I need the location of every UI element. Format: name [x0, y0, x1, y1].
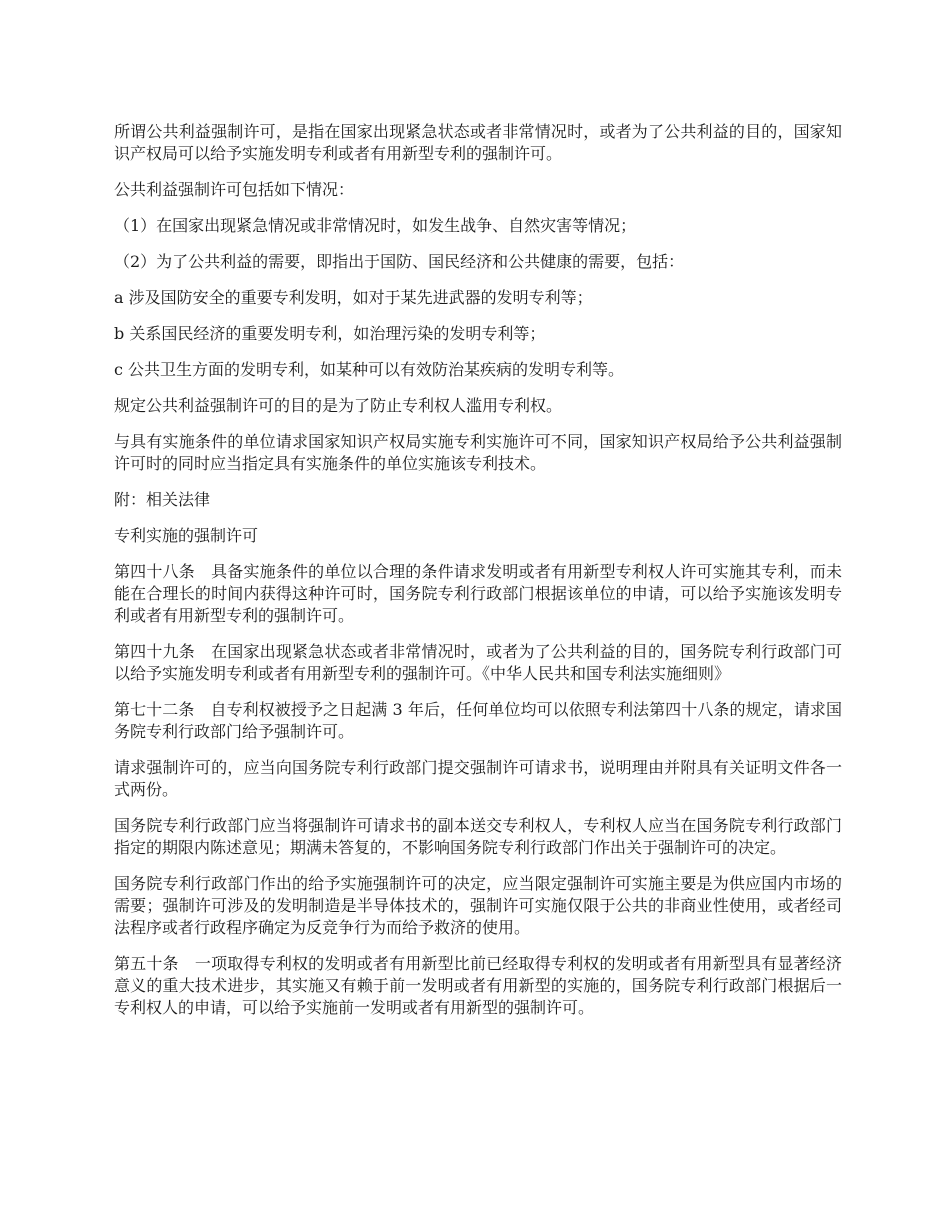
paragraph-article-49: 第四十九条 在国家出现紧急状态或者非常情况时，或者为了公共利益的目的，国务院专利行政部门可以给予实施发明专利或者有用新型专利的强制许可。《中华人民共和国专利法实施细则》 — [114, 642, 842, 683]
paragraph-article-50: 第五十条 一项取得专利权的发明或者有用新型比前已经取得专利权的发明或者有用新型具有显著经济意义的重大技术进步，其实施又有赖于前一发明或者有用新型的实施的，国务院专利行政部门根据后一专利权人的申请，可以给予实施前一发明或者有用新型的强制许可。 — [114, 954, 842, 1017]
paragraph-article-48: 第四十八条 具备实施条件的单位以合理的条件请求发明或者有用新型专利权人许可实施其专利，而未能在合理长的时间内获得这种许可时，国务院专利行政部门根据该单位的申请，可以给予实施该发明专利或者有用新型专利的强制许可。 — [114, 562, 842, 625]
paragraph-difference: 与具有实施条件的单位请求国家知识产权局实施专利实施许可不同，国家知识产权局给予公共利益强制许可时的同时应当指定具有实施条件的单位实施该专利技术。 — [114, 432, 842, 473]
paragraph-situation-1: （1）在国家出现紧急情况或非常情况时，如发生战争、自然灾害等情况； — [114, 216, 637, 235]
paragraph-purpose: 规定公共利益强制许可的目的是为了防止专利权人滥用专利权。 — [114, 396, 563, 415]
paragraph-copy-to-holder: 国务院专利行政部门应当将强制许可请求书的副本送交专利权人，专利权人应当在国务院专利行政部门指定的期限内陈述意见；期满未答复的，不影响国务院专利行政部门作出关于强制许可的决定。 — [114, 816, 842, 857]
paragraph-situation-2: （2）为了公共利益的需要，即指出于国防、国民经济和公共健康的需要，包括： — [114, 252, 685, 271]
document-body — [114, 121, 842, 1033]
paragraph-situations-intro: 公共利益强制许可包括如下情况： — [114, 180, 355, 199]
paragraph-item-a: a 涉及国防安全的重要专利发明，如对于某先进武器的发明专利等； — [114, 288, 593, 307]
paragraph-article-72: 第七十二条 自专利权被授予之日起满 3 年后，任何单位均可以依照专利法第四十八条的规定，请求国务院专利行政部门给予强制许可。 — [114, 700, 842, 741]
paragraph-request-filing: 请求强制许可的，应当向国务院专利行政部门提交强制许可请求书，说明理由并附具有关证明文件各一式两份。 — [114, 758, 842, 799]
paragraph-section-heading: 专利实施的强制许可 — [114, 526, 259, 545]
paragraph-appendix-heading: 附：相关法律 — [114, 490, 211, 509]
paragraph-item-b: b 关系国民经济的重要发明专利，如治理污染的发明专利等； — [114, 324, 546, 343]
paragraph-definition: 所谓公共利益强制许可，是指在国家出现紧急状态或者非常情况时，或者为了公共利益的目的，国家知识产权局可以给予实施发明专利或者有用新型专利的强制许可。 — [114, 122, 842, 163]
paragraph-item-c: c 公共卫生方面的发明专利，如某种可以有效防治某疾病的发明专利等。 — [114, 360, 625, 379]
paragraph-decision-limits: 国务院专利行政部门作出的给予实施强制许可的决定，应当限定强制许可实施主要是为供应国内市场的需要；强制许可涉及的发明制造是半导体技术的，强制许可实施仅限于公共的非商业性使用，或者经司法程序或者行政程序确定为反竞争行为而给予救济的使用。 — [114, 874, 842, 937]
